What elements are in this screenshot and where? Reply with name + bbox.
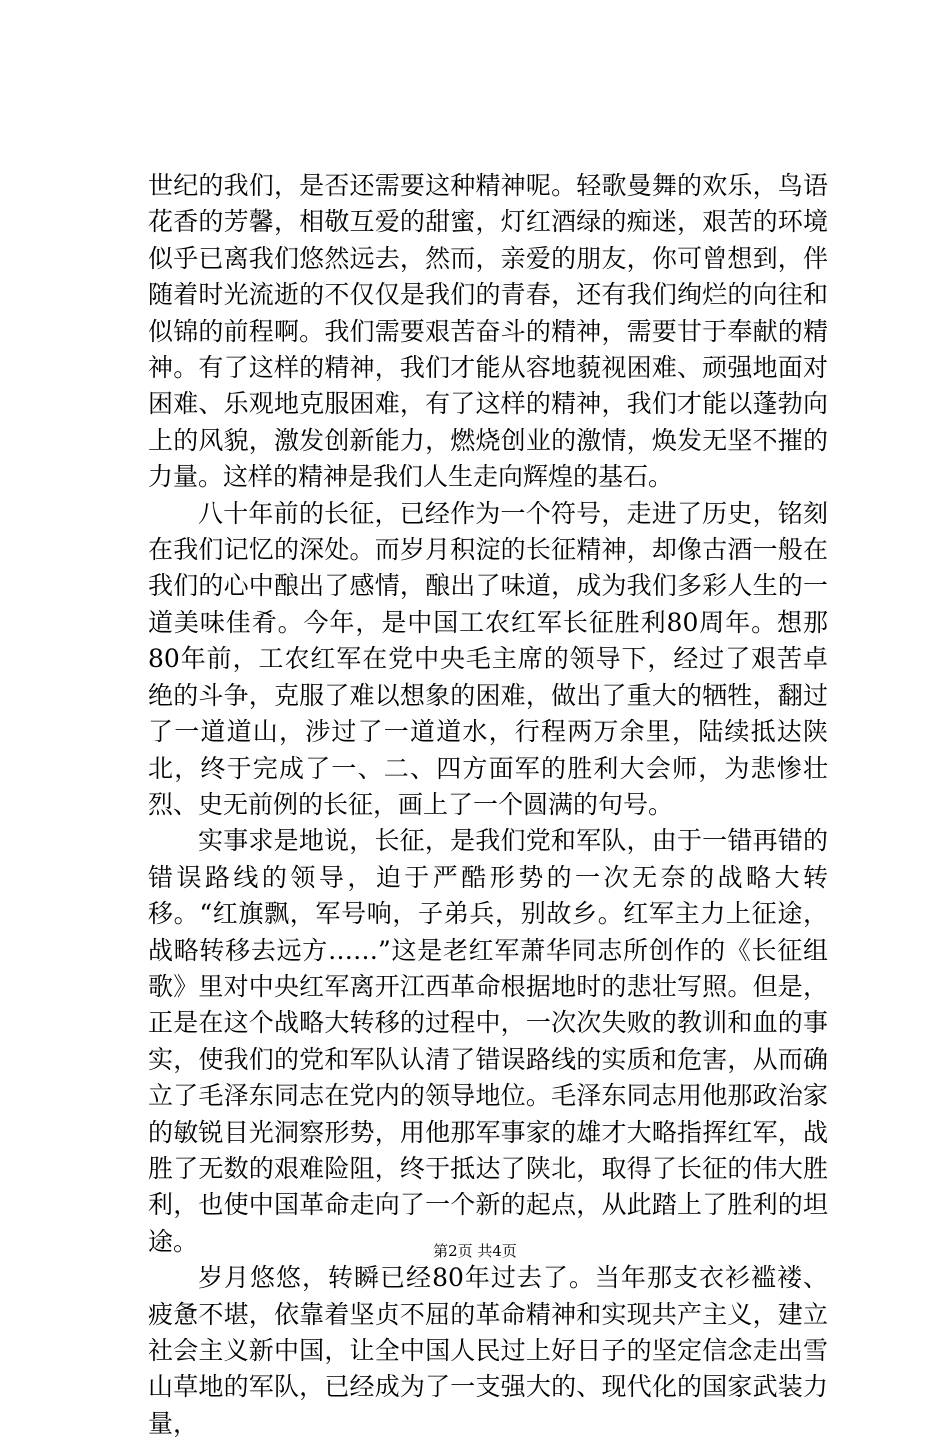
paragraph-long-march-history: 八十年前的长征，已经作为一个符号，走进了历史，铭刻在我们记忆的深处。而岁月积淀的长征精神，却像古酒一般在我们的心中酿出了感情，酿出了味道，成为我们多彩人生的一道美味佳肴。今年，是中国工农红军长征胜利80周年。想那80年前，工农红军在党中央毛主席的领导下，经过了艰苦卓绝的斗争，克服了难以想象的困难，做出了重大的牺牲，翻过了一道道山，涉过了一道道水，行程两万余里，陆续抵达陕北，终于完成了一、二、四方面军的胜利大会师，为悲惨壮烈、史无前例的长征，画上了一个圆满的句号。 [148, 498, 828, 819]
paragraph-eighty-years: 岁月悠悠，转瞬已经80年过去了。当年那支衣衫褴褛、疲惫不堪，依靠着坚贞不屈的革命精神和实现共产主义，建立社会主义新中国，让全中国人民过上好日子的坚定信念走出雪山草地的军队，已经成为了一支强大的、现代化的国家武装力量， [148, 1263, 828, 1438]
paragraph-strategic-transfer: 实事求是地说，长征，是我们党和军队，由于一错再错的错误路线的领导，迫于严酷形势的一次无奈的战略大转移。“红旗飘，军号响，子弟兵，别故乡。红军主力上征途，战略转移去远方……”这是老红军萧华同志所创作的《长征组歌》里对中央红军离开江西革命根据地时的悲壮写照。但是，正是在这个战略大转移的过程中，一次次失败的教训和血的事实，使我们的党和军队认清了错误路线的实质和危害，从而确立了毛泽东同志在党内的领导地位。毛泽东同志用他那政治家的敏锐目光洞察形势，用他那军事家的雄才大略指挥红军，战胜了无数的艰难险阻，终于抵达了陕北，取得了长征的伟大胜利，也使中国革命走向了一个新的起点，从此踏上了胜利的坦途。 [148, 826, 828, 1256]
paragraph-continued: 世纪的我们，是否还需要这种精神呢。轻歌曼舞的欢乐，鸟语花香的芳馨，相敬互爱的甜蜜，灯红酒绿的痴迷，艰苦的环境似乎已离我们悠然远去，然而，亲爱的朋友，你可曾想到，伴随着时光流逝的不仅仅是我们的青春，还有我们绚烂的向往和似锦的前程啊。我们需要艰苦奋斗的精神，需要甘于奉献的精神。有了这样的精神，我们才能从容地藐视困难、顽强地面对困难、乐观地克服困难，有了这样的精神，我们才能以蓬勃向上的风貌，激发创新能力，燃烧创业的激情，焕发无坚不摧的力量。这样的精神是我们人生走向辉煌的基石。 [148, 171, 828, 492]
page-number-footer: 第2页 共4页 [433, 1242, 517, 1260]
